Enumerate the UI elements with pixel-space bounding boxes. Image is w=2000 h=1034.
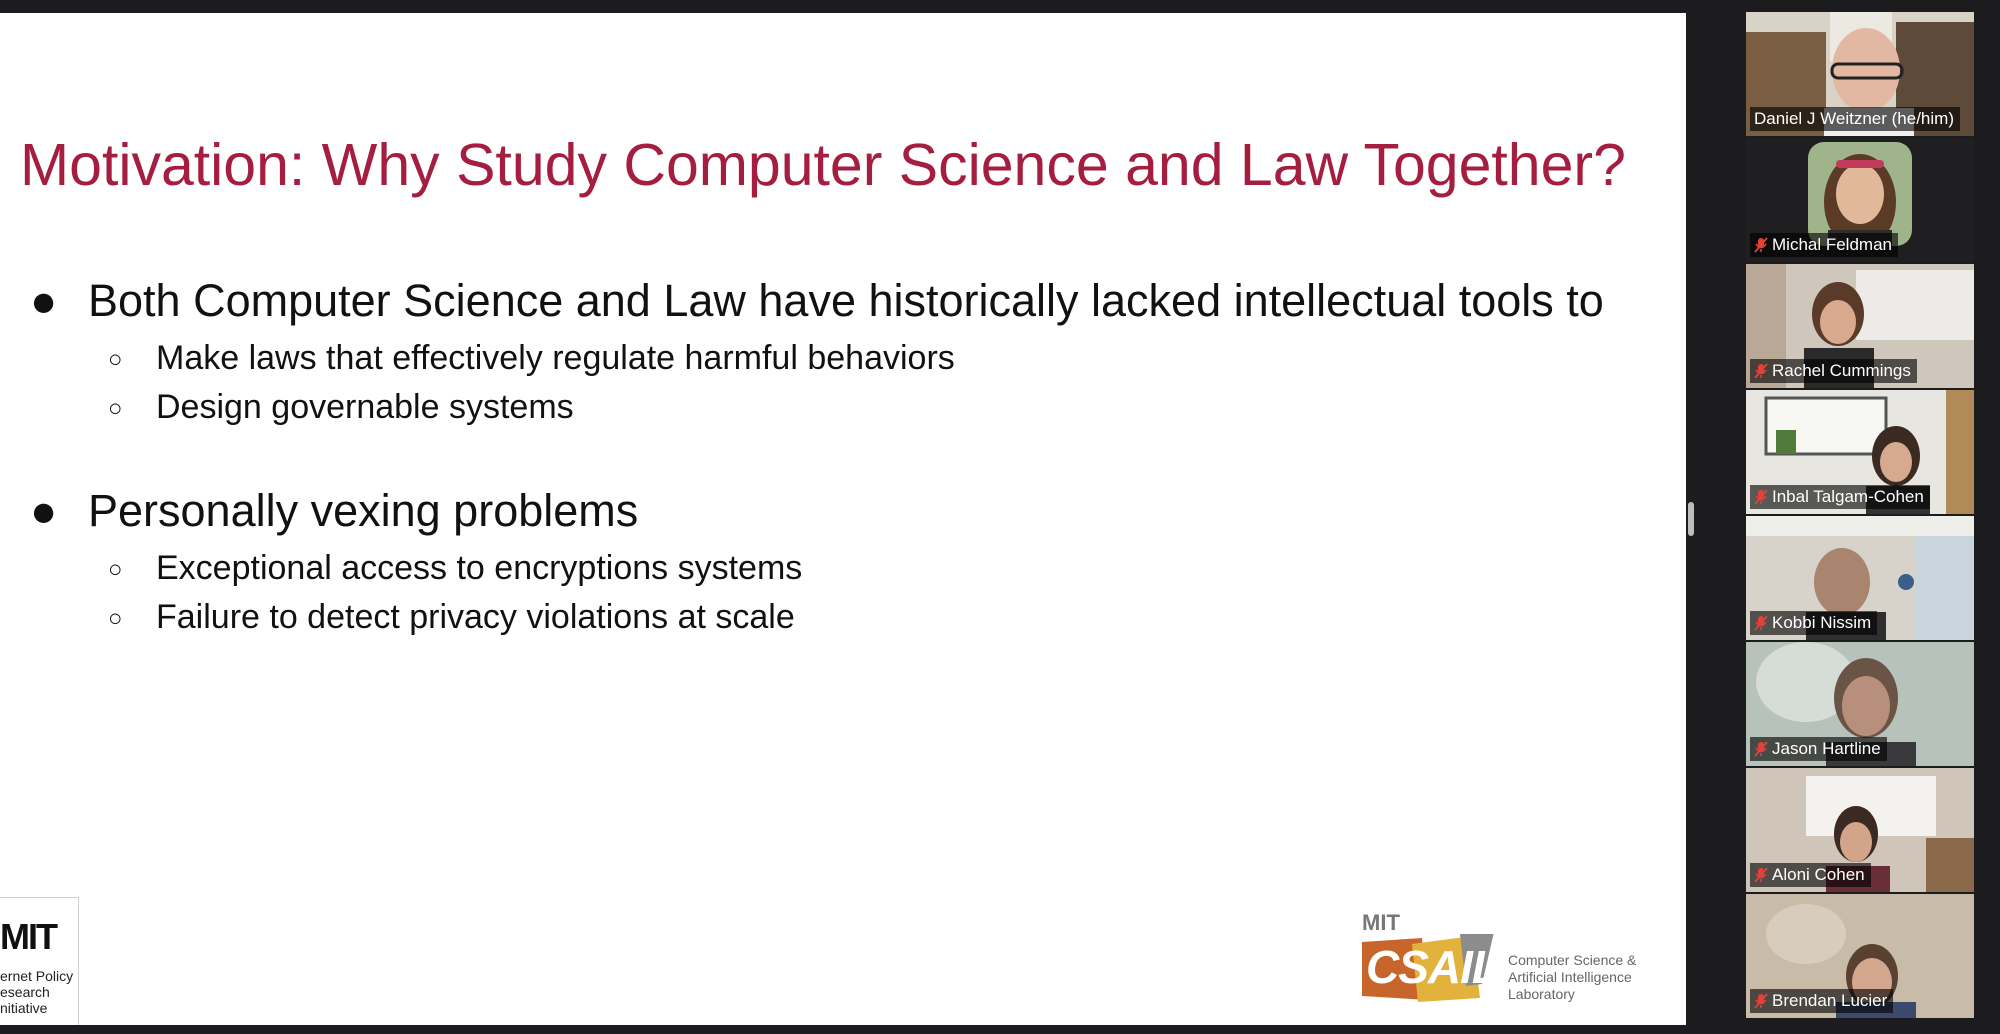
internet-policy-logo bbox=[0, 897, 79, 1025]
participant-name: Rachel Cummings bbox=[1772, 361, 1911, 380]
microphone-muted-icon bbox=[1754, 993, 1768, 1009]
sub-bullet-text: Design governable systems bbox=[156, 388, 574, 426]
participant-name: Aloni Cohen bbox=[1772, 865, 1865, 884]
bullet-item bbox=[30, 485, 638, 537]
participant-name-label bbox=[1750, 989, 1893, 1013]
participant-tile[interactable] bbox=[1746, 894, 1974, 1018]
microphone-muted-icon bbox=[1754, 489, 1768, 505]
sub-bullet-circle: ○ bbox=[108, 395, 123, 423]
csail-logo-mit: MIT bbox=[1362, 910, 1400, 935]
participant-name-label bbox=[1750, 359, 1917, 383]
slide-title: Motivation: Why Study Computer Science and Law Together? bbox=[20, 132, 1626, 198]
participant-tile[interactable] bbox=[1746, 12, 1974, 136]
participant-name-label bbox=[1750, 107, 1960, 131]
participant-name-label bbox=[1750, 737, 1887, 761]
sub-bullet-item bbox=[108, 388, 574, 427]
bullet-item bbox=[30, 275, 1604, 327]
participant-tile[interactable] bbox=[1746, 264, 1974, 388]
microphone-muted-icon bbox=[1754, 867, 1768, 883]
csail-logo-caption: Computer Science & Artificial Intelligence Laboratory bbox=[1508, 952, 1637, 1002]
participant-name-label bbox=[1750, 863, 1871, 887]
sub-bullet-text: Failure to detect privacy violations at scale bbox=[156, 598, 795, 636]
sub-bullet-item bbox=[108, 549, 802, 588]
microphone-muted-icon bbox=[1754, 237, 1768, 253]
sub-bullet-item bbox=[108, 339, 955, 378]
csail-logo-word: CSAIL bbox=[1366, 941, 1499, 993]
sub-bullet-item bbox=[108, 598, 795, 637]
sub-bullet-circle: ○ bbox=[108, 556, 123, 584]
internet-policy-logo-text: ernet Policy esearch nitiative bbox=[0, 968, 74, 1016]
bullet-dot: ● bbox=[30, 275, 58, 326]
mit-logo-mark: MIT bbox=[0, 916, 56, 957]
sub-bullet-circle: ○ bbox=[108, 605, 123, 633]
participant-tile[interactable] bbox=[1746, 516, 1974, 640]
participant-tile[interactable] bbox=[1746, 642, 1974, 766]
csail-logo bbox=[1362, 910, 1652, 1010]
participant-name: Kobbi Nissim bbox=[1772, 613, 1872, 632]
participant-name: Daniel J Weitzner (he/him) bbox=[1754, 109, 1954, 128]
bullet-dot: ● bbox=[30, 485, 58, 536]
participant-name-label bbox=[1750, 485, 1930, 509]
microphone-muted-icon bbox=[1754, 615, 1768, 631]
avatar bbox=[1808, 142, 1912, 246]
participant-tile[interactable] bbox=[1746, 768, 1974, 892]
sub-bullet-text: Exceptional access to encryptions systems bbox=[156, 549, 803, 587]
sub-bullet-circle: ○ bbox=[108, 346, 123, 374]
participant-name-label bbox=[1750, 233, 1898, 257]
participant-name: Brendan Lucier bbox=[1772, 991, 1888, 1010]
participant-name: Jason Hartline bbox=[1772, 739, 1881, 758]
participant-tile[interactable] bbox=[1746, 390, 1974, 514]
sub-bullet-text: Make laws that effectively regulate harmful behaviors bbox=[156, 339, 955, 377]
shared-screen-slide bbox=[0, 13, 1686, 1025]
microphone-muted-icon bbox=[1754, 741, 1768, 757]
participant-tile[interactable] bbox=[1746, 138, 1974, 262]
panel-resize-handle[interactable] bbox=[1688, 502, 1694, 536]
bullet-text: Both Computer Science and Law have historically lacked intellectual tools to bbox=[88, 275, 1604, 326]
participant-name: Inbal Talgam-Cohen bbox=[1772, 487, 1924, 506]
participant-name-label bbox=[1750, 611, 1877, 635]
participant-name: Michal Feldman bbox=[1772, 235, 1892, 254]
bullet-text: Personally vexing problems bbox=[88, 485, 639, 536]
microphone-muted-icon bbox=[1754, 363, 1768, 379]
